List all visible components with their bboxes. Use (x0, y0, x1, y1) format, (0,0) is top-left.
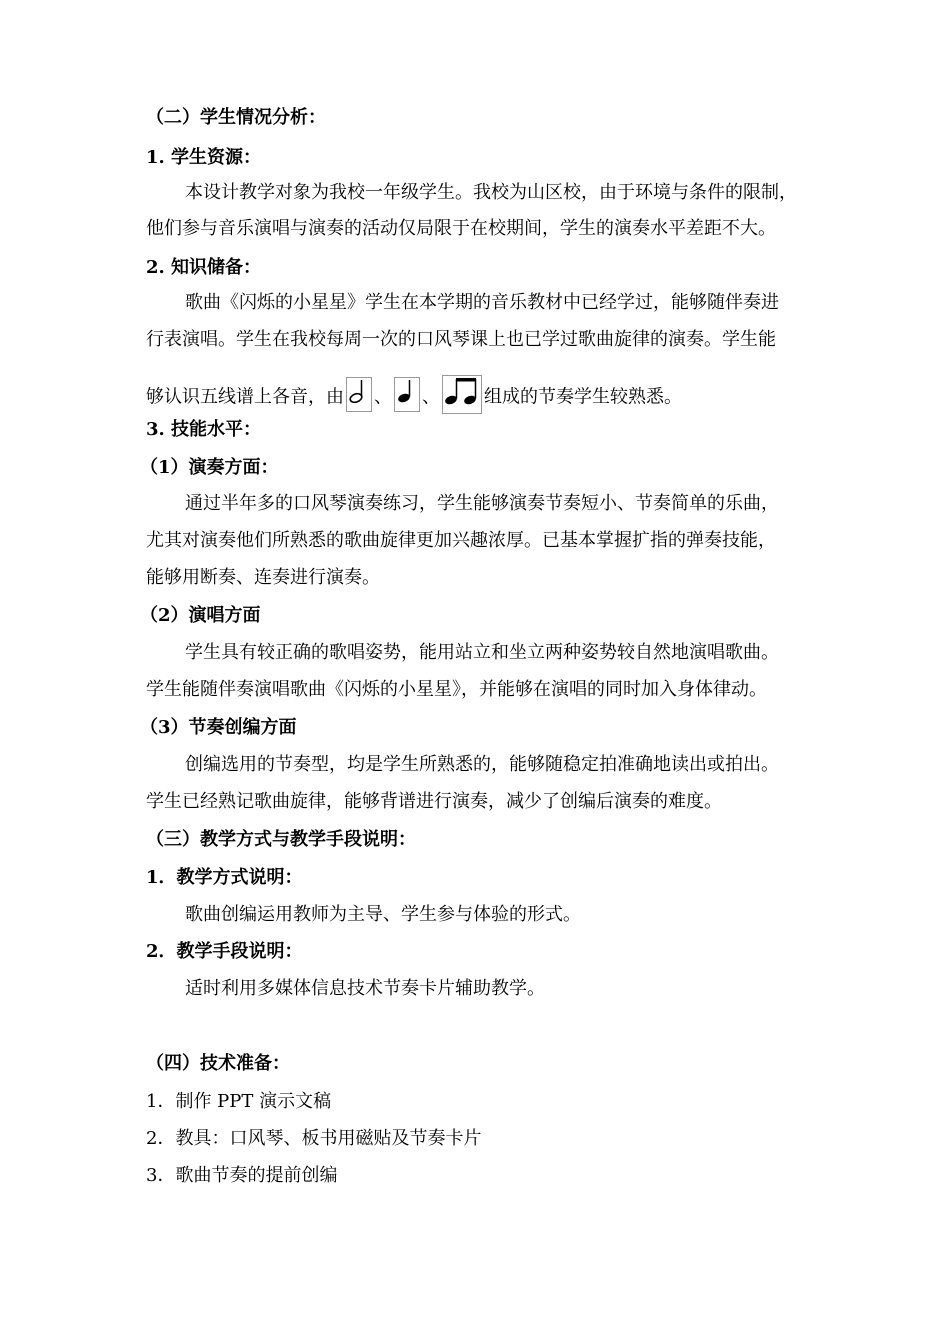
paragraph-line: 本设计教学对象为我校一年级学生。我校为山区校，由于环境与条件的限制， (185, 182, 797, 203)
separator: 、 (422, 386, 440, 408)
quarter-note-icon (394, 377, 420, 412)
section-2-title: （二）学生情况分析： (146, 107, 326, 128)
paragraph-line: 他们参与音乐演唱与演奏的活动仅局限于在校期间，学生的演奏水平差距不大。 (146, 218, 776, 239)
paragraph-text: 组成的节奏学生较熟悉。 (484, 386, 682, 408)
subsection-rhythm-title: （3）节奏创编方面 (140, 717, 297, 738)
section-4-title: （四）技术准备： (146, 1053, 290, 1074)
paragraph-line: 歌曲创编运用教师为主导、学生参与体验的形式。 (185, 904, 581, 925)
subsection-singing-title: （2）演唱方面 (140, 605, 261, 626)
paragraph-line: 能够用断奏、连奏进行演奏。 (146, 567, 380, 588)
section-3-1-title: 1．教学方式说明： (146, 867, 303, 888)
list-item: 1．制作 PPT 演示文稿 (146, 1091, 332, 1112)
section-2-2-title: 2. 知识储备： (146, 257, 262, 278)
eighth-note-pair-icon (442, 375, 482, 414)
paragraph-line: 学生具有较正确的歌唱姿势，能用站立和坐立两种姿势较自然地演唱歌曲。 (185, 642, 779, 663)
paragraph-line: 适时利用多媒体信息技术节奏卡片辅助教学。 (185, 978, 545, 999)
separator: 、 (374, 386, 392, 408)
list-item: 3．歌曲节奏的提前创编 (146, 1165, 338, 1186)
half-note-icon (346, 377, 372, 412)
paragraph-line: 歌曲《闪烁的小星星》学生在本学期的音乐教材中已经学过，能够随伴奏进 (185, 292, 779, 313)
paragraph-line-with-notes (146, 378, 682, 417)
paragraph-line: 学生已经熟记歌曲旋律，能够背谱进行演奏，减少了创编后演奏的难度。 (146, 791, 722, 812)
paragraph-line: 行表演唱。学生在我校每周一次的口风琴课上也已学过歌曲旋律的演奏。学生能 (146, 329, 776, 350)
section-2-3-title: 3. 技能水平： (146, 419, 262, 440)
paragraph-line: 学生能随伴奏演唱歌曲《闪烁的小星星》，并能够在演唱的同时加入身体律动。 (146, 679, 767, 700)
paragraph-line: 尤其对演奏他们所熟悉的歌曲旋律更加兴趣浓厚。已基本掌握扩指的弹奏技能， (146, 530, 776, 551)
list-item: 2．教具：口风琴、板书用磁贴及节奏卡片 (146, 1128, 482, 1149)
paragraph-text: 够认识五线谱上各音，由 (146, 386, 344, 408)
section-2-1-title: 1. 学生资源： (146, 147, 262, 168)
section-3-title: （三）教学方式与教学手段说明： (146, 829, 416, 850)
subsection-performance-title: （1）演奏方面： (140, 457, 279, 478)
section-3-2-title: 2．教学手段说明： (146, 941, 303, 962)
paragraph-line: 通过半年多的口风琴演奏练习，学生能够演奏节奏短小、节奏简单的乐曲， (185, 493, 779, 514)
paragraph-line: 创编选用的节奏型，均是学生所熟悉的，能够随稳定拍准确地读出或拍出。 (185, 754, 779, 775)
